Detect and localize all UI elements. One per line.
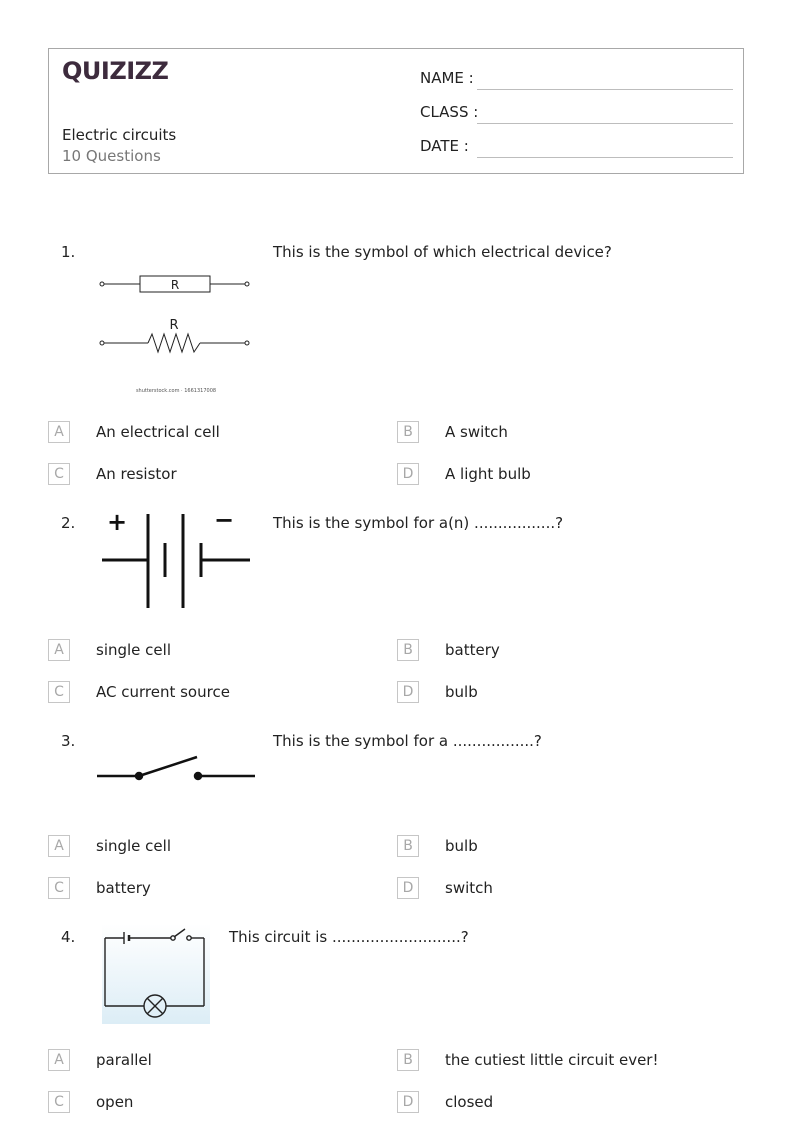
option-d-box[interactable]: D: [397, 1091, 419, 1113]
option-a-text: parallel: [96, 1051, 152, 1069]
worksheet-header: [48, 48, 744, 174]
option-c-box[interactable]: C: [48, 681, 70, 703]
option-b-box[interactable]: B: [397, 1049, 419, 1071]
option-a-text: single cell: [96, 641, 171, 659]
option-c-box[interactable]: C: [48, 877, 70, 899]
option-d-text: closed: [445, 1093, 494, 1111]
option-b-text: the cutiest little circuit ever!: [445, 1051, 659, 1069]
option-c-text: battery: [96, 879, 151, 897]
option-c-text: AC current source: [96, 683, 230, 701]
name-line[interactable]: [477, 89, 733, 90]
option-c-text: An resistor: [96, 465, 177, 483]
option-b-text: bulb: [445, 837, 478, 855]
question-number: 2.: [61, 514, 76, 532]
option-b-box[interactable]: B: [397, 421, 419, 443]
quizizz-logo: QUIZIZZ: [62, 57, 169, 85]
option-d-text: A light bulb: [445, 465, 531, 483]
date-label: DATE :: [420, 137, 469, 155]
switch-symbol-image: [97, 752, 257, 787]
question-count: 10 Questions: [62, 147, 161, 165]
option-b-box[interactable]: B: [397, 835, 419, 857]
question-text: This is the symbol of which electrical device?: [273, 243, 612, 261]
option-d-box[interactable]: D: [397, 877, 419, 899]
resistor-label-zigzag: R: [169, 318, 179, 333]
open-circuit-image: [102, 924, 210, 1024]
option-a-text: An electrical cell: [96, 423, 220, 441]
option-d-box[interactable]: D: [397, 681, 419, 703]
class-label: CLASS :: [420, 103, 479, 121]
option-b-text: A switch: [445, 423, 508, 441]
positive-terminal-label: +: [106, 508, 128, 536]
question-number: 3.: [61, 732, 76, 750]
option-b-box[interactable]: B: [397, 639, 419, 661]
question-text: This is the symbol for a(n) .................?: [273, 514, 564, 532]
option-a-box[interactable]: A: [48, 421, 70, 443]
battery-symbol-image: [102, 506, 252, 610]
option-d-box[interactable]: D: [397, 463, 419, 485]
option-c-box[interactable]: C: [48, 1091, 70, 1113]
option-c-text: open: [96, 1093, 134, 1111]
question-text: This is the symbol for a .................?: [273, 732, 542, 750]
option-a-box[interactable]: A: [48, 1049, 70, 1071]
image-credit: shutterstock.com · 1661317008: [135, 388, 217, 394]
option-a-box[interactable]: A: [48, 639, 70, 661]
option-d-text: bulb: [445, 683, 478, 701]
date-line[interactable]: [477, 157, 733, 158]
resistor-label-box: R: [170, 278, 180, 292]
question-text: This circuit is ...........................?: [229, 928, 469, 946]
option-c-box[interactable]: C: [48, 463, 70, 485]
name-label: NAME :: [420, 69, 474, 87]
class-line[interactable]: [477, 123, 733, 124]
option-b-text: battery: [445, 641, 500, 659]
option-d-text: switch: [445, 879, 493, 897]
worksheet-title: Electric circuits: [62, 126, 177, 144]
option-a-text: single cell: [96, 837, 171, 855]
negative-terminal-label: −: [213, 506, 235, 534]
option-a-box[interactable]: A: [48, 835, 70, 857]
question-number: 4.: [61, 928, 76, 946]
question-number: 1.: [61, 243, 76, 261]
resistor-symbol-image: [96, 268, 256, 398]
